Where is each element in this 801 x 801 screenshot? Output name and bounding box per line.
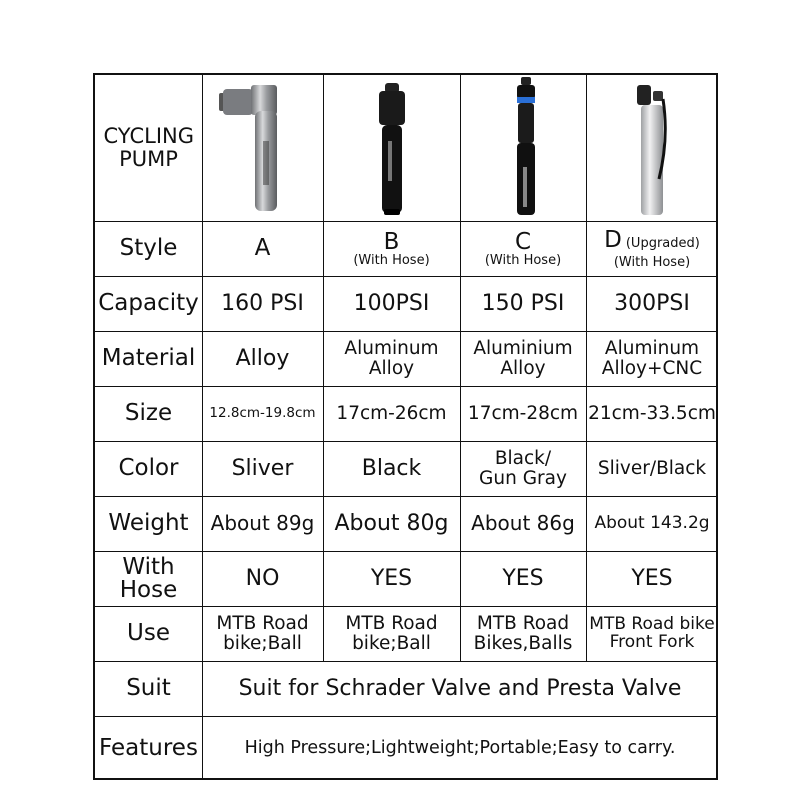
color-d: Sliver/Black [597,457,707,479]
style-d: D (Upgraded) (With Hose) [604,226,700,270]
style-b: B (With Hose) [353,228,430,268]
style-c: C (With Hose) [484,228,562,268]
table-title: CYCLING PUMP [103,123,195,171]
row-label-features: Features [99,734,198,761]
color-c: Black/ Gun Gray [479,448,567,489]
row-label-size: Size [124,400,173,427]
capacity-c: 150 PSI [481,290,565,316]
comparison-table [93,73,718,780]
row-label-with-hose: With Hose [119,553,178,603]
pump-a-image [217,81,307,217]
pump-b-image [371,81,411,217]
weight-d: About 143.2g [594,512,710,533]
row-label-use: Use [127,620,170,647]
row-label-style: Style [119,235,178,262]
color-a: Sliver [231,455,294,481]
capacity-d: 300PSI [614,290,690,316]
pump-c-image [505,77,549,219]
size-c: 17cm-28cm [467,402,579,424]
weight-c: About 86g [471,511,575,535]
size-d: 21cm-33.5cm [588,402,716,424]
row-label-suit: Suit [126,675,171,702]
use-b: MTB Road bike;Ball [345,613,438,654]
use-d: MTB Road bike Front Fork [589,613,715,652]
capacity-b: 100PSI [353,290,430,316]
capacity-a: 160 PSI [221,290,304,316]
style-a: A [254,235,271,262]
use-a: MTB Road bike;Ball [216,613,309,654]
material-a: Alloy [235,345,290,371]
weight-b: About 80g [334,510,449,536]
with-hose-a: NO [245,565,280,591]
material-b: Aluminum Alloy [344,338,439,379]
size-a: 12.8cm-19.8cm [209,405,316,422]
row-label-capacity: Capacity [98,290,199,317]
color-b: Black [361,455,422,481]
row-label-color: Color [118,455,179,482]
with-hose-c: YES [502,565,544,591]
row-label-weight: Weight [108,510,189,537]
suit-value: Suit for Schrader Valve and Presta Valve [238,675,682,701]
features-value: High Pressure;Lightweight;Portable;Easy to carry. [244,737,676,758]
use-c: MTB Road Bikes,Balls [473,613,573,654]
material-c: Aluminium Alloy [473,338,573,379]
material-d: Aluminum Alloy+CNC [601,338,703,379]
row-label-material: Material [101,345,196,372]
pump-d-image [629,79,679,219]
with-hose-d: YES [631,565,673,591]
weight-a: About 89g [210,511,315,535]
size-b: 17cm-26cm [336,402,447,424]
with-hose-b: YES [370,565,413,591]
